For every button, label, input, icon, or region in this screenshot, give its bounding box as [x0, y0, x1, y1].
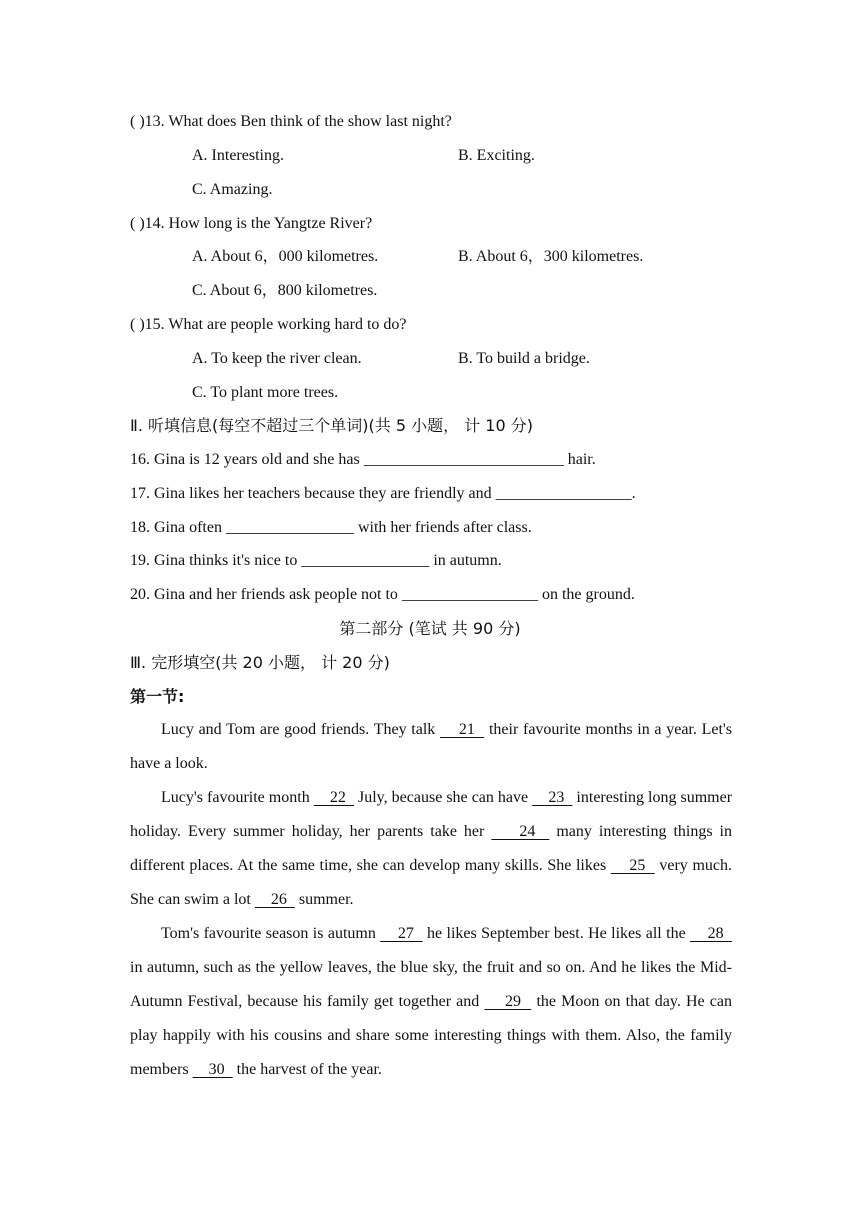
cloze-text: the harvest of the year. — [232, 1061, 382, 1078]
cloze-blank-number: 24 — [491, 823, 550, 840]
cloze-blank-23 — [532, 789, 572, 806]
fill-18-after: with her friends after class. — [353, 519, 532, 536]
fill-19-blank: ________________ — [301, 552, 430, 569]
cloze-text: he likes September best. He likes all the — [422, 925, 691, 942]
cloze-text: their favourite months in a year. Let's have a look. — [130, 721, 733, 772]
option-13a: A. Interesting. — [192, 147, 284, 164]
section-3-title: Ⅲ. 完形填空(共 20 小题， 计 20 分) — [130, 653, 390, 672]
part-2-title: 第二部分 (笔试 共 90 分) — [339, 619, 521, 638]
subsection-title: 第一节: — [130, 687, 185, 706]
cloze-blank-26 — [255, 891, 295, 908]
cloze-paragraph-3 — [130, 917, 732, 1087]
cloze-text: the Moon on that day. He can play happily with his cousins and share some interesting things with them. Also, the family members — [130, 993, 733, 1078]
cloze-text: July, because she can have — [353, 789, 533, 806]
cloze-blank-number: 26 — [254, 891, 295, 908]
section-2-title: Ⅱ. 听填信息(每空不超过三个单词)(共 5 小题， 计 10 分) — [130, 416, 533, 435]
cloze-blank-number: 21 — [440, 721, 485, 738]
option-13b: B. Exciting. — [458, 147, 535, 164]
cloze-blank-number: 22 — [313, 789, 354, 806]
fill-question-16 — [130, 450, 596, 470]
cloze-blank-number: 25 — [610, 857, 655, 874]
cloze-text: Lucy and Tom are good friends. They talk — [161, 721, 440, 738]
option-15b: B. To build a bridge. — [458, 350, 590, 367]
option-15a: A. To keep the river clean. — [192, 350, 362, 367]
fill-question-19 — [130, 551, 502, 571]
cloze-text: Lucy's favourite month — [161, 789, 314, 806]
question-14: ( )14. How long is the Yangtze River? — [130, 215, 373, 232]
fill-16-blank: _________________________ — [363, 451, 564, 468]
fill-16-text: 16. Gina is 12 years old and she has — [130, 451, 364, 468]
fill-question-17 — [130, 484, 636, 504]
cloze-passage — [130, 713, 732, 1087]
fill-19-after: in autumn. — [429, 552, 502, 569]
cloze-blank-29 — [484, 993, 531, 1010]
fill-19-text: 19. Gina thinks it's nice to — [130, 552, 302, 569]
cloze-blank-number: 28 — [690, 925, 733, 942]
cloze-text: interesting long summer holiday. Every summer holiday, her parents take her — [130, 789, 733, 840]
cloze-text: summer. — [294, 891, 354, 908]
fill-question-18 — [130, 518, 532, 538]
fill-18-blank: ________________ — [225, 519, 354, 536]
fill-20-blank: _________________ — [401, 586, 538, 603]
cloze-blank-number: 29 — [484, 993, 532, 1010]
option-14c: C. About 6，800 kilometres. — [192, 282, 378, 299]
cloze-text: in autumn, such as the yellow leaves, the blue sky, the fruit and so on. And he likes the Mid-Autumn Festival, because his family get together and — [130, 959, 732, 1010]
fill-20-after: on the ground. — [537, 586, 635, 603]
fill-18-text: 18. Gina often — [130, 519, 226, 536]
cloze-blank-25 — [611, 857, 655, 874]
cloze-paragraph-1 — [130, 713, 732, 781]
fill-question-20 — [130, 585, 635, 605]
cloze-blank-30 — [193, 1061, 233, 1078]
cloze-blank-21 — [440, 721, 484, 738]
question-13: ( )13. What does Ben think of the show last night? — [130, 113, 452, 130]
option-15c: C. To plant more trees. — [192, 384, 339, 401]
option-14a: A. About 6，000 kilometres. — [192, 248, 379, 265]
cloze-blank-28 — [690, 925, 732, 942]
cloze-blank-number: 27 — [380, 925, 423, 942]
cloze-text: very much. She can swim a lot — [130, 857, 732, 908]
fill-17-after: . — [631, 485, 636, 502]
cloze-blank-number: 30 — [192, 1061, 233, 1078]
cloze-text: many interesting things in different places. At the same time, she can develop many skills. She likes — [130, 823, 733, 874]
fill-17-text: 17. Gina likes her teachers because they are friendly and — [130, 485, 496, 502]
cloze-paragraph-2 — [130, 781, 732, 917]
cloze-text: Tom's favourite season is autumn — [161, 925, 381, 942]
fill-17-blank: _________________ — [495, 485, 632, 502]
cloze-blank-27 — [380, 925, 422, 942]
question-15: ( )15. What are people working hard to do? — [130, 316, 407, 333]
cloze-blank-24 — [491, 823, 549, 840]
cloze-blank-number: 23 — [532, 789, 573, 806]
fill-16-after: hair. — [563, 451, 596, 468]
option-13c: C. Amazing. — [192, 181, 273, 198]
fill-20-text: 20. Gina and her friends ask people not to — [130, 586, 402, 603]
option-14b: B. About 6，300 kilometres. — [458, 248, 644, 265]
cloze-blank-22 — [314, 789, 354, 806]
